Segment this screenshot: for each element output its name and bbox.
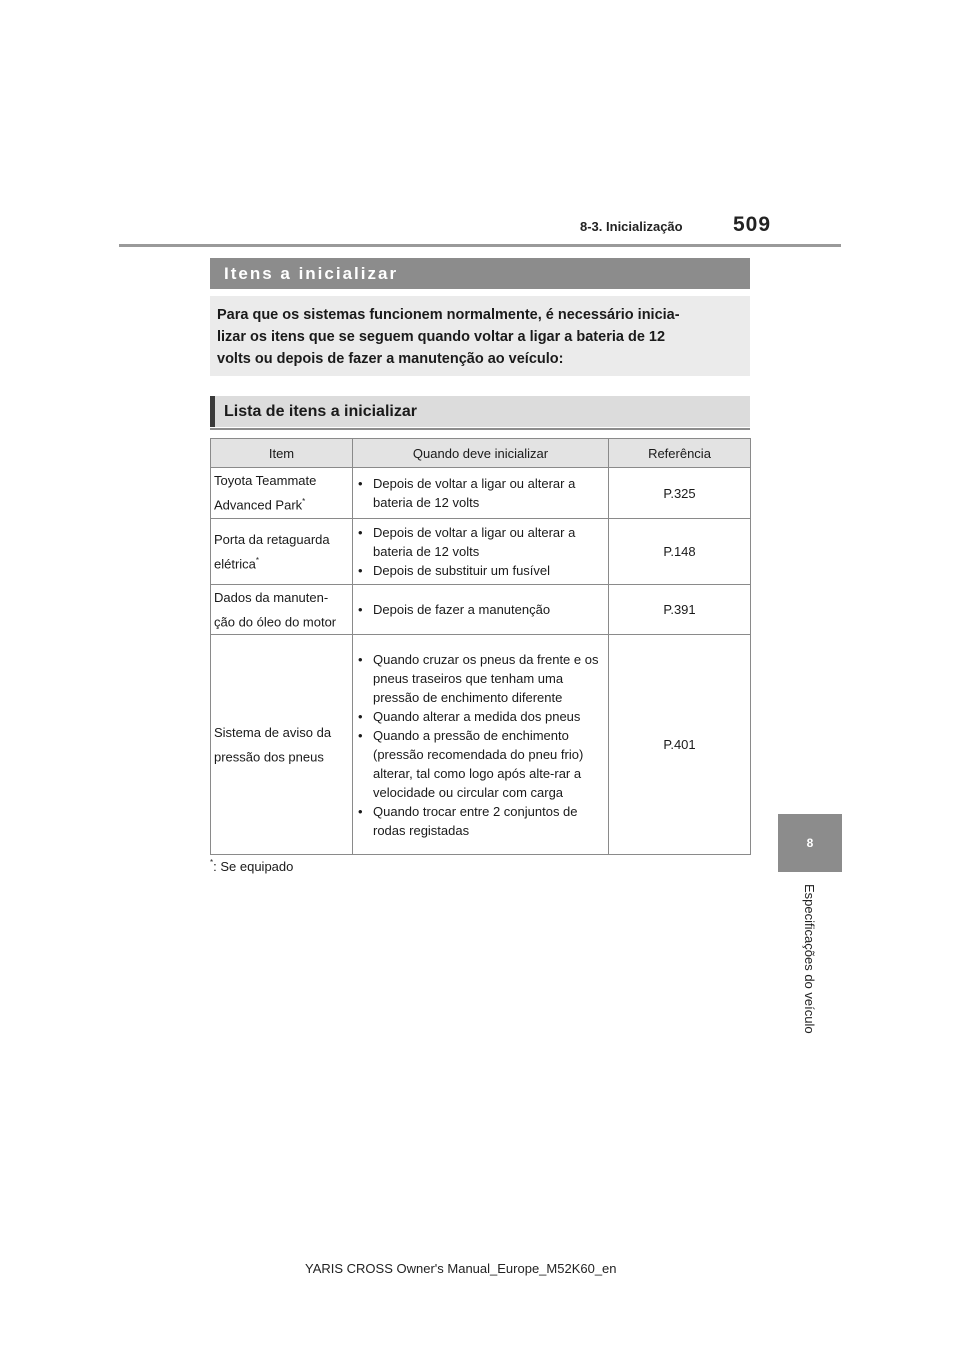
- column-header-reference: Referência: [609, 439, 751, 468]
- column-header-when: Quando deve inicializar: [353, 439, 609, 468]
- item-cell: [211, 635, 353, 855]
- intro-box: [210, 296, 750, 376]
- subsection-title: Lista de itens a inicializar: [210, 396, 750, 427]
- page-reference: P.148: [609, 519, 751, 585]
- intro-line: volts ou depois de fazer a manutenção ao veículo:: [217, 351, 564, 367]
- item-text: Toyota Teammate: [214, 473, 317, 489]
- page-reference: P.401: [609, 635, 751, 855]
- chapter-tab: 8: [778, 814, 842, 872]
- item-text: elétrica: [214, 556, 256, 572]
- page-reference: P.391: [609, 585, 751, 635]
- intro-line: lizar os itens que se seguem quando voltar a ligar a bateria de 12: [217, 329, 666, 345]
- item-text: pressão dos pneus: [214, 749, 324, 765]
- optional-mark: *: [302, 497, 306, 507]
- list-item: • Depois de voltar a ligar ou alterar a bateria de 12 volts: [357, 474, 608, 512]
- list-item: • Quando alterar a medida dos pneus: [357, 707, 608, 726]
- item-cell: [211, 468, 353, 519]
- item-text: ção do óleo do motor: [214, 614, 337, 630]
- list-item: • Quando cruzar os pneus da frente e os pneus traseiros que tenham uma pressão de enchimento diferente: [357, 650, 608, 707]
- page-reference: P.325: [609, 468, 751, 519]
- table-header-row: [211, 439, 751, 468]
- list-item: • Depois de substituir um fusível: [357, 561, 608, 580]
- list-item: • Quando a pressão de enchimento (pressão recomendada do pneu frio) alterar, tal como logo após alte-rar a velocidade ou circular com carga: [357, 726, 608, 802]
- when-cell: [353, 468, 609, 519]
- item-text: Advanced Park: [214, 497, 303, 513]
- optional-mark: *: [255, 555, 260, 565]
- table-row: [211, 635, 751, 855]
- initialization-table: [210, 438, 751, 855]
- when-cell: [353, 585, 609, 635]
- subsection-divider: [210, 428, 750, 430]
- header-section-label: 8-3. Inicialização: [580, 219, 683, 234]
- when-cell: [353, 519, 609, 585]
- list-item: • Quando trocar entre 2 conjuntos de rodas registadas: [357, 802, 608, 840]
- footnote-text: : Se equipado: [213, 859, 294, 874]
- list-item: • Depois de fazer a manutenção: [357, 600, 608, 619]
- intro-line: Para que os sistemas funcionem normalmente, é necessário inicia-: [217, 307, 680, 323]
- page-number: 509: [733, 213, 772, 236]
- list-item: • Depois de voltar a ligar ou alterar a bateria de 12 volts: [357, 523, 608, 561]
- chapter-title: Especificações do veículo: [802, 884, 817, 1034]
- table-row: [211, 519, 751, 585]
- item-text: Porta da retaguarda: [214, 531, 330, 547]
- table-row: [211, 468, 751, 519]
- item-cell: [211, 519, 353, 585]
- table-row: [211, 585, 751, 635]
- item-text: Sistema de aviso da: [214, 725, 332, 741]
- when-cell: [353, 635, 609, 855]
- footnote: [210, 858, 293, 874]
- footer-text: YARIS CROSS Owner's Manual_Europe_M52K60_en: [305, 1261, 617, 1276]
- column-header-item: Item: [211, 439, 353, 468]
- item-cell: [211, 585, 353, 635]
- item-text: Dados da manuten-: [214, 590, 329, 605]
- section-title: Itens a inicializar: [210, 258, 750, 289]
- header-divider: [119, 244, 841, 247]
- footnote-mark: *: [210, 858, 214, 867]
